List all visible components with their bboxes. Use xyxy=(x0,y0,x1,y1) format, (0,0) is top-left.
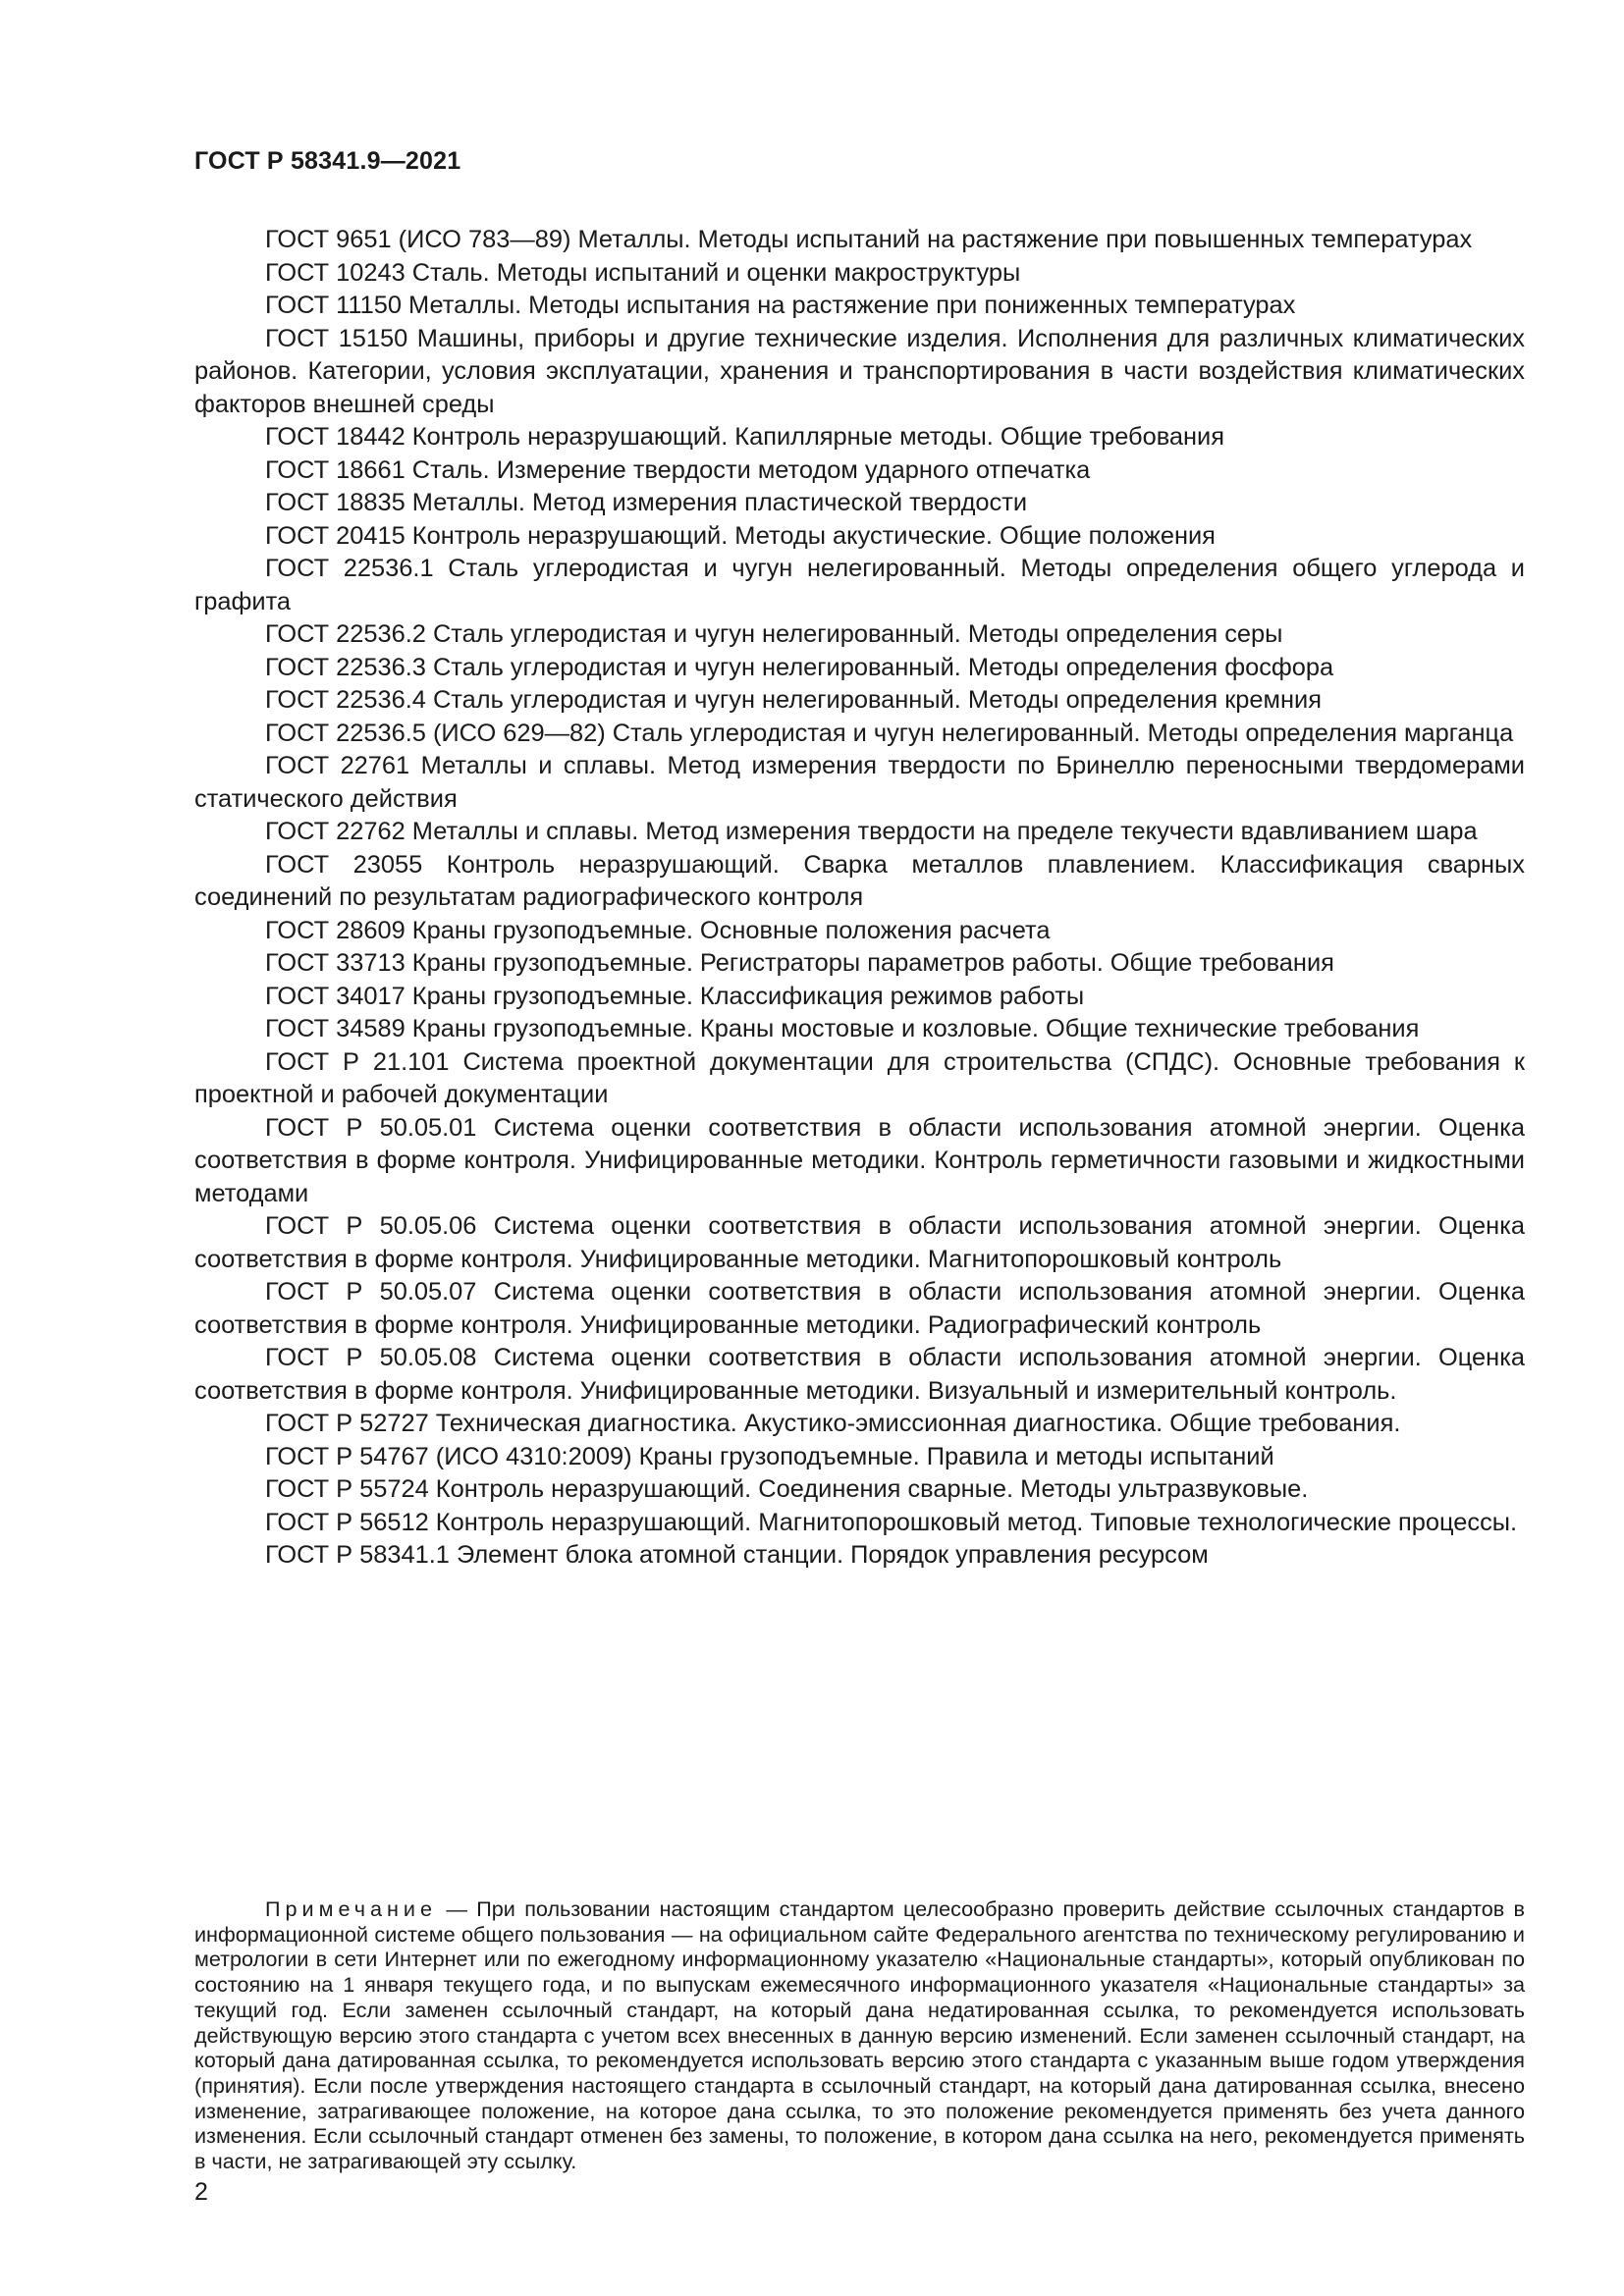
note-text: — При пользовании настоящим стандартом целесообразно проверить действие ссылочных стандартов в информационной системе общего пользования — на официальном сайте Федерального агентства по техническому регулированию и метрологии в сети Интернет или по ежегодному информационному указателю «Национальные стандарты», который опубликован по состоянию на 1 января текущего года, и по выпускам ежемесячного информационного указателя «Национальные стандарты» за текущий год. Если заменен ссылочный стандарт, на который дана недатированная ссылка, то рекомендуется использовать действующую версию этого стандарта с учетом всех внесенных в данную версию изменений. Если заменен ссылочный стандарт, на который дана датированная ссылка, то рекомендуется использовать версию этого стандарта с указанным выше годом утверждения (принятия). Если после утверждения настоящего стандарта в ссылочный стандарт, на который дана датированная ссылка, внесено изменение, затрагивающее положение, на которое дана ссылка, то это положение рекомендуется применять без учета данного изменения. Если ссылочный стандарт отменен без замены, то положение, в котором дана ссылка на него, рекомендуется применять в части, не затрагивающей эту ссылку. xyxy=(194,1896,1525,2174)
reference-item: ГОСТ 20415 Контроль неразрушающий. Методы акустические. Общие положения xyxy=(265,521,1216,550)
reference-item: ГОСТ 22536.3 Сталь углеродистая и чугун нелегированный. Методы определения фосфора xyxy=(265,653,1334,681)
reference-item: ГОСТ 22761 Металлы и сплавы. Метод измерения твердости по Бринеллю переносными твердомерами статического действия xyxy=(194,752,1525,813)
reference-item: ГОСТ 9651 (ИСО 783—89) Металлы. Методы испытаний на растяжение при повышенных температурах xyxy=(265,226,1473,253)
reference-item: ГОСТ 22762 Металлы и сплавы. Метод измерения твердости на пределе текучести вдавливанием шара xyxy=(265,818,1478,845)
reference-item: ГОСТ Р 21.101 Система проектной документации для строительства (СПДС). Основные требования к проектной и рабочей документации xyxy=(194,1047,1525,1108)
reference-item: ГОСТ Р 50.05.08 Система оценки соответствия в области использования атомной энергии. Оценка соответствия в форме контроля. Унифицированные методики. Визуальный и измерительный контроль. xyxy=(194,1344,1525,1405)
reference-item: ГОСТ 18835 Металлы. Метод измерения пластической твердости xyxy=(265,489,1028,516)
reference-item: ГОСТ Р 50.05.07 Система оценки соответствия в области использования атомной энергии. Оценка соответствия в форме контроля. Унифицированные методики. Радиографический контроль xyxy=(194,1278,1525,1339)
reference-item: ГОСТ 22536.5 (ИСО 629—82) Сталь углеродистая и чугун нелегированный. Методы определения марганца xyxy=(265,719,1514,747)
reference-item: ГОСТ 34017 Краны грузоподъемные. Классификация режимов работы xyxy=(265,982,1085,1010)
reference-item: ГОСТ 18442 Контроль неразрушающий. Капиллярные методы. Общие требования xyxy=(265,423,1224,451)
reference-item: ГОСТ 18661 Сталь. Измерение твердости методом ударного отпечатка xyxy=(265,455,1091,484)
reference-item: ГОСТ Р 58341.1 Элемент блока атомной станции. Порядок управления ресурсом xyxy=(265,1541,1209,1569)
normative-references-list xyxy=(194,224,1525,1573)
reference-item: ГОСТ 23055 Контроль неразрушающий. Сварка металлов плавлением. Классификация сварных соединений по результатам радиографического контроля xyxy=(194,850,1525,911)
reference-item: ГОСТ Р 50.05.01 Система оценки соответствия в области использования атомной энергии. Оценка соответствия в форме контроля. Унифицированные методики. Контроль герметичности газовыми и жидкостными методами xyxy=(194,1113,1525,1207)
reference-item: ГОСТ 33713 Краны грузоподъемные. Регистраторы параметров работы. Общие требования xyxy=(265,949,1334,977)
reference-item: ГОСТ 22536.4 Сталь углеродистая и чугун нелегированный. Методы определения кремния xyxy=(265,686,1322,714)
reference-item: ГОСТ Р 50.05.06 Система оценки соответствия в области использования атомной энергии. Оценка соответствия в форме контроля. Унифицированные методики. Магнитопорошковый контроль xyxy=(194,1212,1525,1273)
reference-item: ГОСТ 10243 Сталь. Методы испытаний и оценки макроструктуры xyxy=(265,258,1021,287)
reference-item: ГОСТ 22536.1 Сталь углеродистая и чугун нелегированный. Методы определения общего углерода и графита xyxy=(194,555,1525,615)
note-label: Примечание xyxy=(265,1896,437,1921)
page-number: 2 xyxy=(194,2178,208,2206)
reference-item: ГОСТ 22536.2 Сталь углеродистая и чугун нелегированный. Методы определения серы xyxy=(265,620,1283,648)
reference-item: ГОСТ 11150 Металлы. Методы испытания на растяжение при пониженных температурах xyxy=(265,292,1296,319)
reference-item: ГОСТ 34589 Краны грузоподъемные. Краны мостовые и козловые. Общие технические требования xyxy=(265,1015,1420,1042)
reference-item: ГОСТ Р 55724 Контроль неразрушающий. Соединения сварные. Методы ультразвуковые. xyxy=(265,1475,1309,1503)
reference-item: ГОСТ Р 52727 Техническая диагностика. Акустико-эмиссионная диагностика. Общие требования. xyxy=(265,1410,1401,1437)
reference-item: ГОСТ 28609 Краны грузоподъемные. Основные положения расчета xyxy=(265,916,1051,944)
reference-item: ГОСТ Р 56512 Контроль неразрушающий. Магнитопорошковый метод. Типовые технологические процессы. xyxy=(265,1508,1518,1536)
reference-item: ГОСТ 15150 Машины, приборы и другие технические изделия. Исполнения для различных климатических районов. Категории, условия эксплуатации, хранения и транспортирования в части воздействия климатических факторов внешней среды xyxy=(194,324,1525,418)
document-header: ГОСТ Р 58341.9—2021 xyxy=(194,147,461,175)
note-paragraph xyxy=(194,1896,1525,2174)
reference-item: ГОСТ Р 54767 (ИСО 4310:2009) Краны грузоподъемные. Правила и методы испытаний xyxy=(265,1442,1274,1470)
